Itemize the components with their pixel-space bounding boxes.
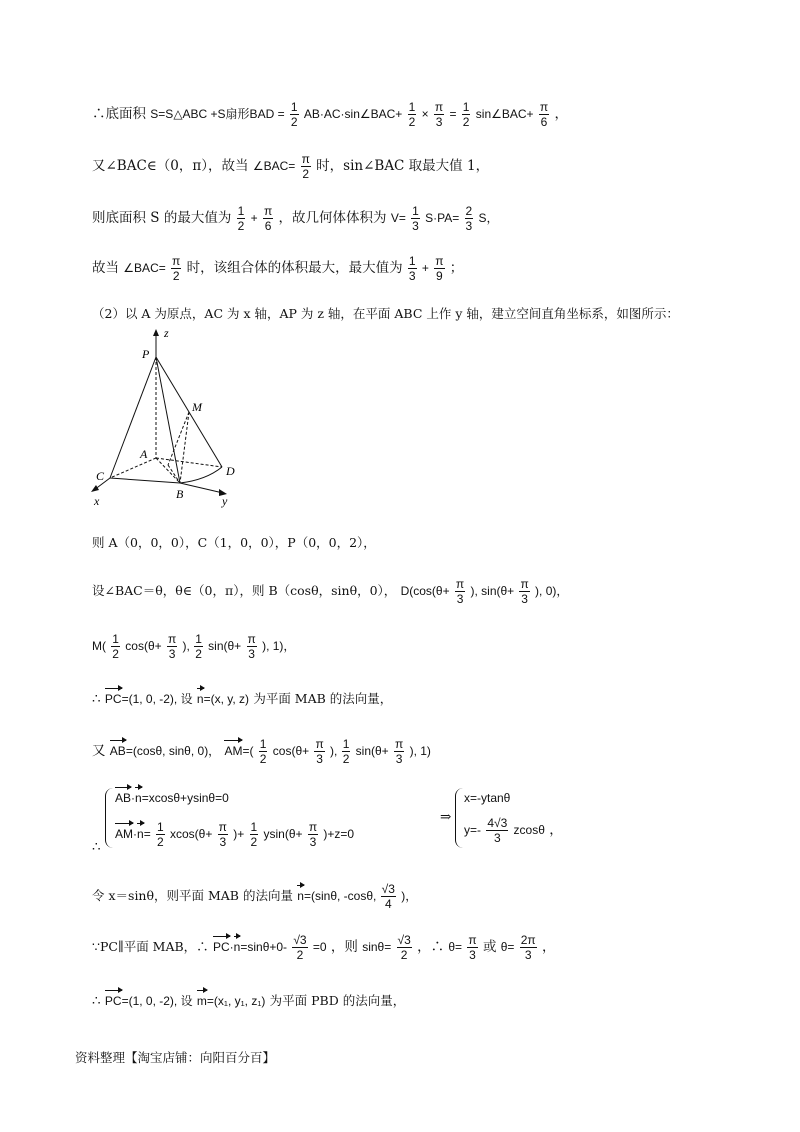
formula: =(sinθ, -cosθ,	[303, 889, 380, 903]
vector-n: n	[135, 791, 142, 805]
line-2	[92, 152, 489, 181]
vector-n: n	[297, 889, 304, 903]
fraction: $\frac{\pi}{3}$	[468, 933, 477, 962]
fraction: $\frac{√3}{4}$	[381, 882, 395, 911]
text: 为平面 PBD 的法向量，	[269, 993, 406, 1008]
line-10	[92, 737, 431, 766]
text: ∴底面积	[92, 106, 146, 122]
formula: cos(θ+	[272, 744, 310, 758]
line-8	[92, 632, 295, 661]
footer-source: 资料整理【淘宝店铺：向阳百分百】	[75, 1050, 276, 1065]
fraction: $\frac{\pi}{3}$	[308, 820, 318, 849]
vector-n: n	[137, 827, 144, 841]
fraction: $\frac{\pi}{3}$	[434, 100, 444, 129]
label-C: C	[96, 469, 105, 483]
text: 故当	[92, 260, 119, 276]
fraction: $\frac{1}{2}$	[250, 820, 258, 849]
solution-1: x=-ytanθ	[464, 791, 511, 805]
line-6	[92, 534, 376, 552]
vector-AM: AM	[224, 744, 243, 758]
line-7	[92, 577, 568, 606]
fraction: $\frac{\pi}{3}$	[315, 737, 324, 766]
line-13: ∵PC∥平面 MAB，∴ PC·n=sinθ+0- $\frac{√3}{2}$ =0 ，则 sinθ= $\frac{√3}{2}$ ，∴ θ= $\frac{\pi}{3}$ 或 θ= $\frac{2\pi}{3}$ ，	[92, 933, 556, 962]
fraction: $\frac{1}{2}$	[342, 737, 350, 766]
formula: ), 1)，	[262, 639, 296, 653]
formula: cos(θ+	[125, 639, 162, 653]
formula: =(1, 0, -2), 设	[121, 994, 193, 1008]
formula: )，	[401, 889, 418, 903]
fraction: $\frac{\pi}{2}$	[301, 152, 310, 181]
fraction: $\frac{\pi}{3}$	[247, 632, 256, 661]
label-y: y	[222, 494, 228, 508]
label-z: z	[164, 326, 169, 340]
line-5	[92, 305, 679, 323]
y-axis	[180, 483, 223, 493]
fraction: $\frac{1}{2}$	[112, 632, 119, 661]
text: ，	[549, 822, 563, 838]
formula: θ=	[500, 940, 515, 954]
formula: S·PA=	[425, 211, 460, 225]
fraction: $\frac{1}{2}$	[462, 100, 470, 129]
fraction: $\frac{1}{2}$	[290, 100, 298, 129]
text: 则 A（0，0，0），C（1，0，0），P（0，0，2），	[92, 535, 376, 550]
text: 为平面 MAB 的法向量，	[253, 691, 393, 706]
text: 或	[482, 939, 497, 955]
edge-PC	[110, 357, 156, 478]
formula: V=	[390, 211, 406, 225]
solution-2	[464, 816, 563, 845]
formula: S=S△ABC +S扇形BAD =	[150, 107, 285, 121]
formula: sinθ=	[362, 940, 392, 954]
label-x: x	[94, 494, 100, 508]
system-eq-1: AB·n=xcosθ+ysinθ=0	[115, 791, 229, 805]
formula: sin(θ+	[208, 639, 242, 653]
vector-n: n	[233, 940, 241, 954]
fraction: $\frac{1}{2}$	[259, 737, 267, 766]
line-3	[92, 204, 499, 233]
fraction: $\frac{\pi}{2}$	[172, 254, 181, 283]
formula: ),	[330, 744, 341, 758]
formula: S，	[478, 211, 499, 225]
text: ，∴	[417, 939, 445, 955]
edge-CB	[110, 478, 180, 483]
fraction: $\frac{\pi}{6}$	[263, 204, 273, 233]
formula: =(1, 0, -2), 设	[121, 692, 193, 706]
text: ，故几何体体积为	[278, 210, 387, 226]
vector-PC: PC	[212, 940, 230, 954]
fraction: $\frac{2}{3}$	[465, 204, 473, 233]
text: 又	[92, 743, 106, 759]
label-B: B	[176, 487, 184, 501]
arc-BD	[180, 467, 222, 483]
formula: ysin(θ+	[263, 827, 303, 841]
line-1	[92, 100, 568, 129]
text: ∴	[92, 691, 101, 707]
text: ∴	[92, 993, 101, 1009]
text: 则底面积 S 的最大值为	[92, 210, 232, 226]
line-9	[92, 690, 392, 708]
fraction: $\frac{\pi}{3}$	[455, 577, 465, 606]
formula: ), sin(θ+	[470, 584, 515, 598]
line-4	[92, 254, 463, 283]
vector-AB: AB	[109, 744, 126, 758]
formula: =sinθ+0-	[240, 940, 288, 954]
implies-arrow: ⇒	[440, 809, 452, 825]
formula: zcosθ	[513, 823, 545, 837]
text: ；	[449, 260, 464, 276]
label-P: P	[142, 347, 150, 361]
system-eq-2: AM·n= $\frac{1}{2}$ xcos(θ+ $\frac{\pi}{3}$ )+ $\frac{1}{2}$ ysin(θ+ $\frac{\pi}{3}$ )+z=0	[115, 820, 355, 849]
formula: sin(θ+	[355, 744, 389, 758]
formula: =	[449, 107, 457, 121]
formula: θ=	[448, 940, 463, 954]
fraction: $\frac{\pi}{3}$	[218, 820, 227, 849]
z-arrow	[153, 329, 159, 336]
plus: +	[421, 261, 429, 275]
plus: +	[250, 211, 258, 225]
pyramid-figure	[88, 325, 248, 510]
formula: =(cosθ, sinθ, 0)，	[125, 744, 221, 758]
formula: =0	[312, 940, 327, 954]
fraction: $\frac{1}{2}$	[157, 820, 164, 849]
formula: =(x₁, y₁, z₁)	[206, 994, 266, 1008]
text: 又∠BAC∈（0，π），故当	[92, 158, 249, 174]
text: ，	[541, 939, 556, 955]
formula: ),	[182, 639, 194, 653]
formula: =xcosθ+ysinθ=0	[141, 791, 229, 805]
formula: xcos(θ+	[169, 827, 213, 841]
text: ∵PC∥平面 MAB，∴	[92, 939, 209, 954]
fraction: $\frac{1}{2}$	[195, 632, 202, 661]
formula: =	[143, 827, 151, 841]
formula: )+z=0	[323, 827, 355, 841]
vector-PC: PC	[104, 994, 122, 1008]
label-D: D	[226, 464, 235, 478]
text: 时，该组合体的体积最大，最大值为	[186, 260, 403, 276]
fraction: $\frac{1}{3}$	[412, 204, 419, 233]
vector-m: m	[196, 994, 207, 1008]
vector-AB: AB	[115, 791, 132, 805]
fraction: $\frac{√3}{2}$	[397, 933, 411, 962]
text: 令 x＝sinθ，则平面 MAB 的法向量	[92, 888, 293, 903]
text: （2）以 A 为原点，AC 为 x 轴，AP 为 z 轴，在平面 ABC 上作 y 轴，建立空间直角坐标系，如图所示：	[92, 306, 679, 321]
formula: ), 1)	[409, 744, 431, 758]
text: 设∠BAC＝θ，θ∈（0，π），则 B（cosθ，sinθ，0），	[92, 583, 397, 598]
formula: =(x, y, z)	[203, 692, 250, 706]
label-A: A	[140, 447, 148, 461]
formula: M(	[92, 639, 106, 653]
text: ，则	[330, 939, 358, 955]
fraction: $\frac{1}{2}$	[237, 204, 245, 233]
x-arrow	[91, 485, 99, 492]
fraction: $\frac{\pi}{9}$	[435, 254, 444, 283]
fraction: $\frac{1}{3}$	[408, 254, 416, 283]
therefore: ∴	[92, 839, 101, 855]
formula: ∠BAC=	[252, 159, 296, 173]
label-M: M	[192, 400, 202, 414]
fraction: $\frac{\pi}{6}$	[539, 100, 549, 129]
line-14	[92, 992, 405, 1010]
formula: AB·AC·sin∠BAC+	[303, 107, 403, 121]
fraction: $\frac{\pi}{3}$	[520, 577, 529, 606]
fraction: $\frac{2\pi}{3}$	[520, 933, 536, 962]
formula: ), 0)，	[535, 584, 569, 598]
fraction: $\frac{4√3}{3}$	[487, 816, 508, 845]
formula: ∠BAC=	[123, 261, 166, 275]
formula: ×	[421, 107, 429, 121]
vector-AM: AM	[115, 827, 133, 841]
formula: y=-	[464, 823, 482, 837]
fraction: $\frac{√3}{2}$	[293, 933, 307, 962]
text: ，	[554, 106, 568, 122]
line-12	[92, 882, 417, 911]
vector-n: n	[196, 692, 204, 706]
edge-AD	[156, 458, 222, 467]
formula: )+	[233, 827, 245, 841]
formula: =(	[242, 744, 254, 758]
formula: sin∠BAC+	[475, 107, 534, 121]
fraction: $\frac{\pi}{3}$	[167, 632, 177, 661]
fraction: $\frac{1}{2}$	[408, 100, 416, 129]
formula: D(cos(θ+	[400, 584, 450, 598]
fraction: $\frac{\pi}{3}$	[395, 737, 404, 766]
text: 时，sin∠BAC 取最大值 1，	[316, 158, 490, 174]
vector-PC: PC	[104, 692, 122, 706]
